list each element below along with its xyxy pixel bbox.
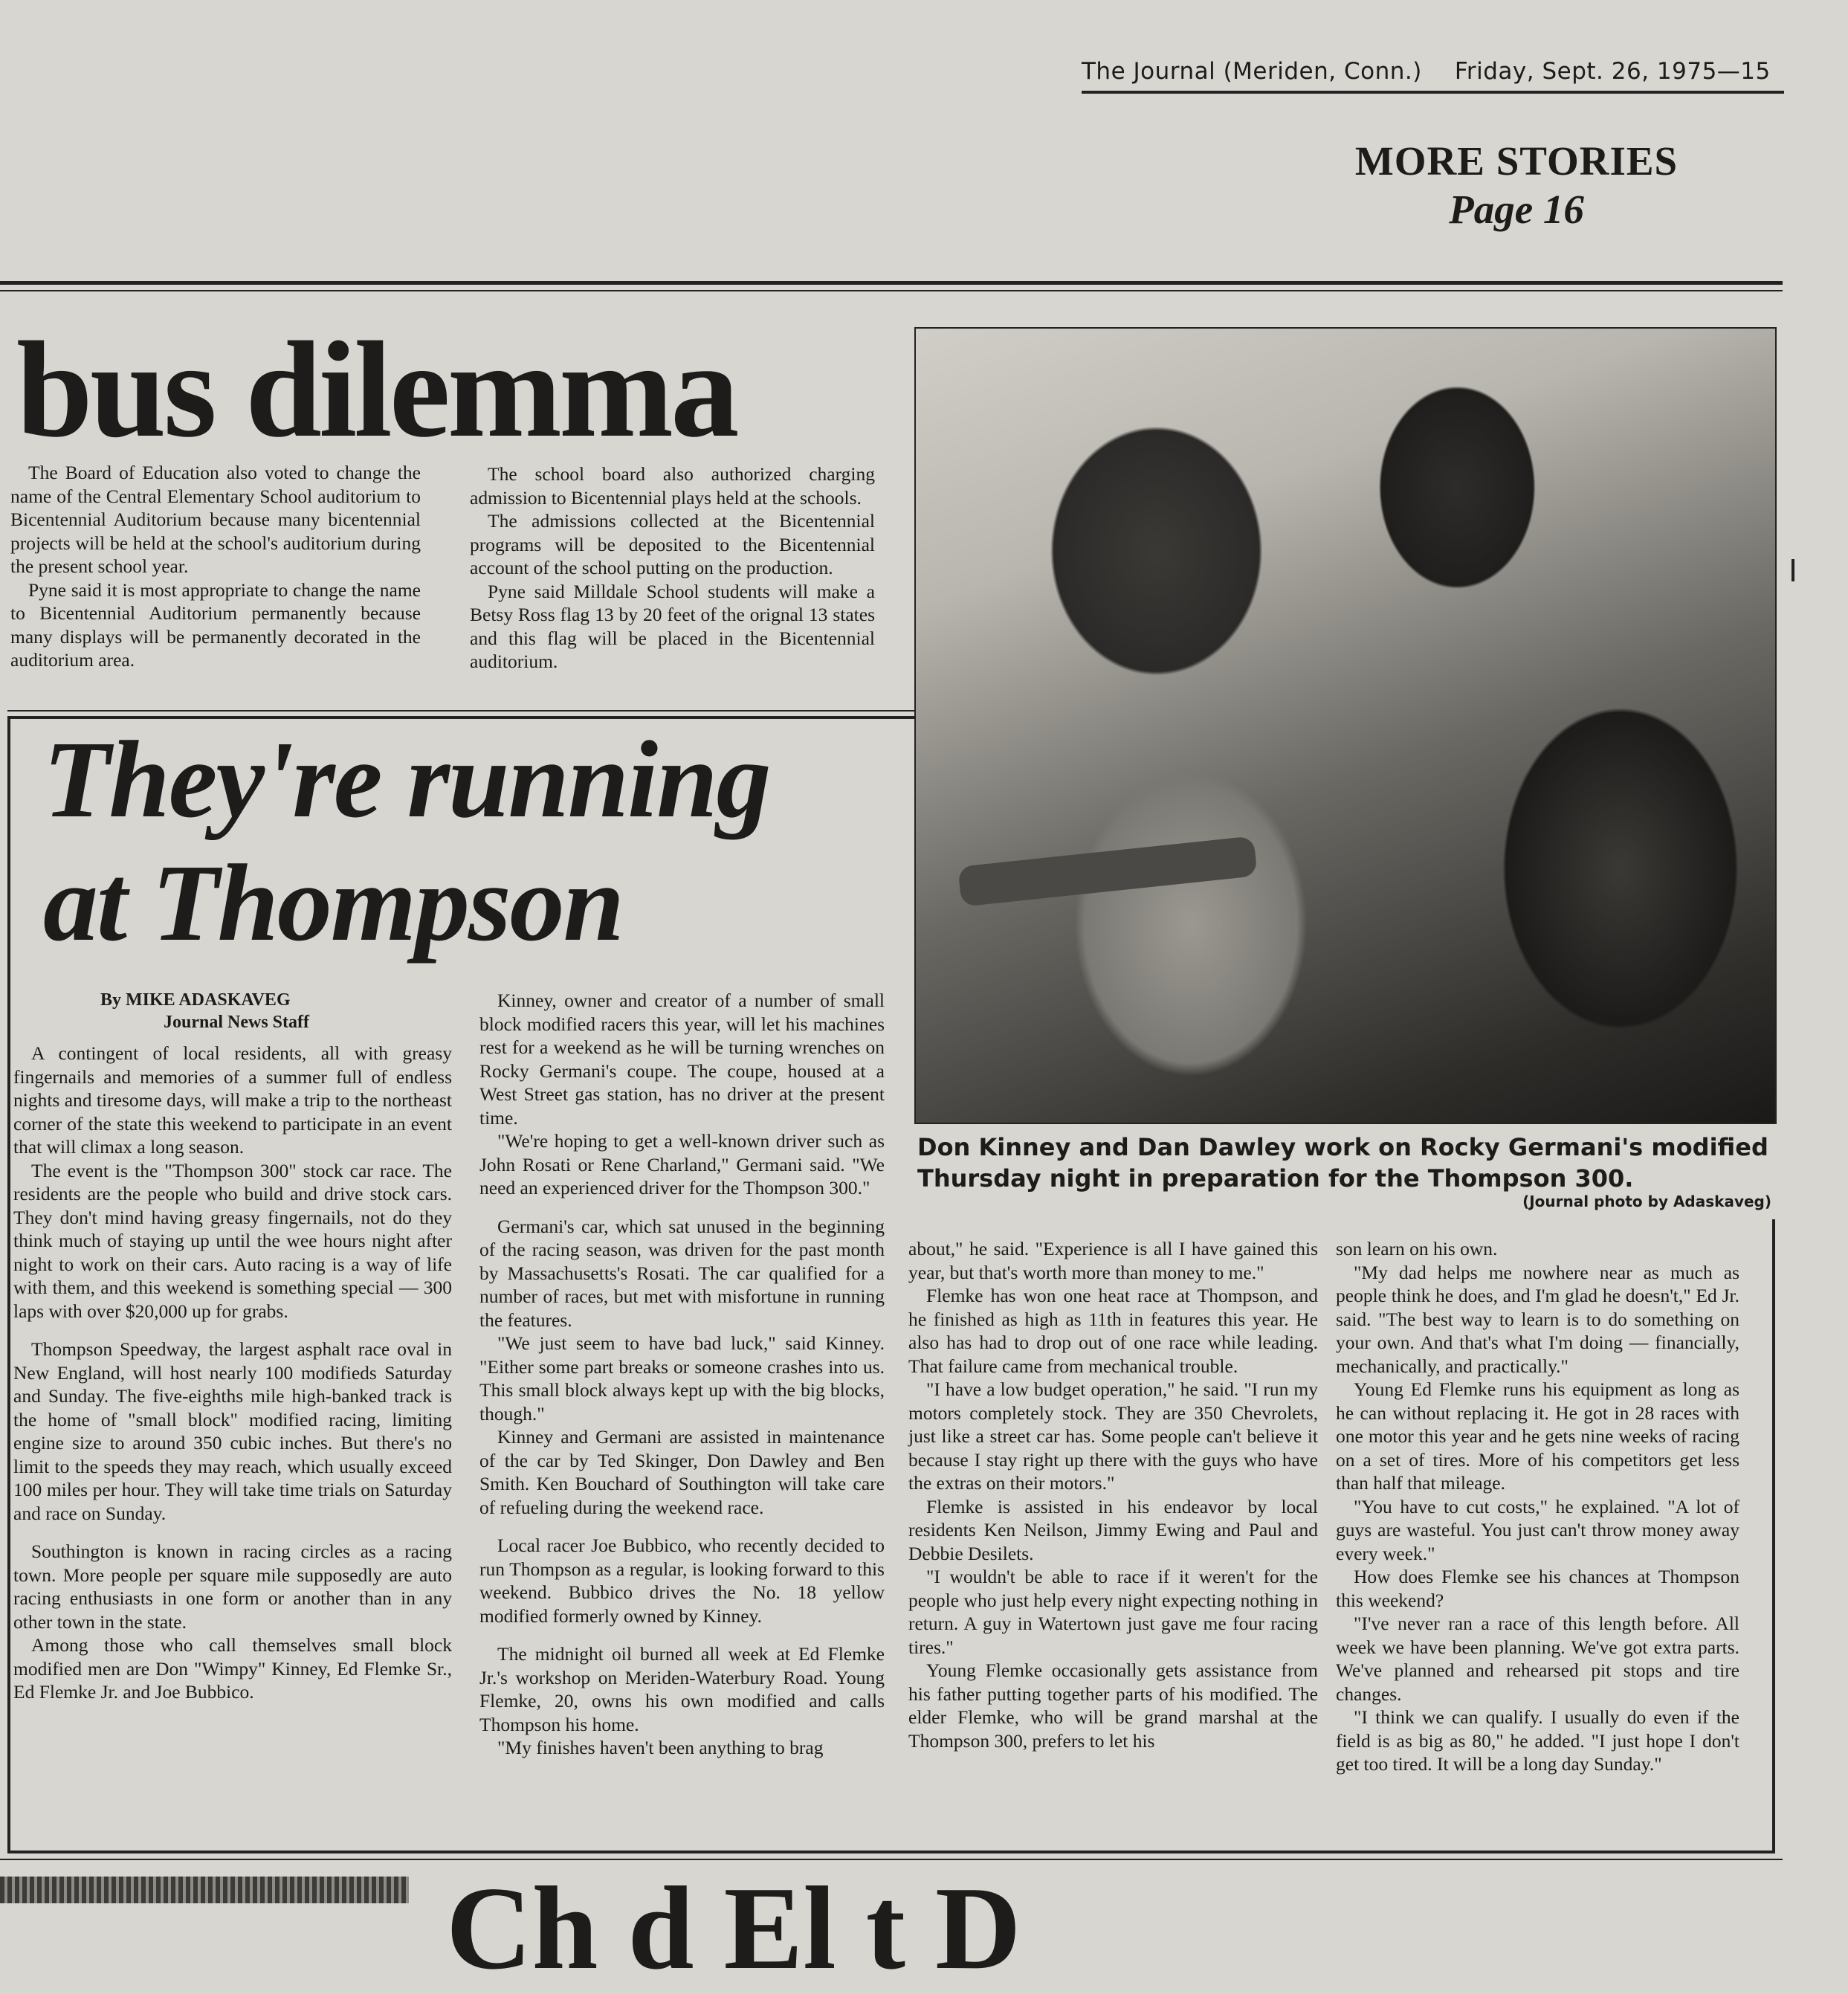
paragraph: Thompson Speedway, the largest asphalt race oval in New England, will host nearly 100 modifieds Saturday and Sunday. The five-eighths mile high-banked track is the home of "small block" modified racing, limiting engine size to around 350 cubic inches. But there's no limit to the speeds they may reach, which usually exceed 100 miles per hour. They will take time trials on Saturday and race on Sunday.: [13, 1338, 452, 1524]
paragraph: Kinney, owner and creator of a number of small block modified racers this year, will let his machines rest for a weekend as he will be turning wrenches on Rocky Germani's coupe. The coupe, housed at a West Street gas station, has no driver at the present time.: [479, 990, 885, 1129]
next-headline-text: Ch d El t D: [446, 1862, 1021, 1994]
photo-credit: (Journal photo by Adaskaveg): [1522, 1193, 1771, 1210]
more-stories-promo[interactable]: [1308, 138, 1725, 234]
headline-line-2: at Thompson: [43, 842, 623, 964]
paragraph: "We're hoping to get a well-known driver such as John Rosati or Rene Charland," Germani said. "We need an experienced driver for the Thompson 300.": [479, 1130, 885, 1198]
story-box-right: [1772, 1219, 1775, 1853]
paragraph: "I've never ran a race of this length before. All week we have been planning. We've got extra parts. We've planned and rehearsed pit stops and tire changes.: [1336, 1613, 1739, 1705]
paragraph: Flemke is assisted in his endeavor by local residents Ken Neilson, Jimmy Ewing and Paul and Debbie Desilets.: [908, 1495, 1318, 1564]
paragraph: How does Flemke see his chances at Thompson this weekend?: [1336, 1566, 1739, 1611]
race-column-4: [1336, 1237, 1739, 1776]
race-column-1: [13, 1042, 452, 1704]
top-rule: [0, 281, 1783, 285]
promo-title: MORE STORIES: [1354, 138, 1679, 184]
race-column-3: [908, 1237, 1318, 1752]
paragraph: about," he said. "Experience is all I have gained this year, but that's worth more than money to me.": [908, 1238, 1318, 1283]
paragraph: The midnight oil burned all week at Ed Flemke Jr.'s workshop on Meriden-Waterbury Road. Young Flemke, 20, owns his own modified and calls Thompson his home.: [479, 1643, 885, 1735]
story-box-bottom: [7, 1851, 1775, 1853]
paragraph: Young Ed Flemke runs his equipment as long as he can without replacing it. He got in 28 races with one motor this year and he gets nine weeks of racing on a set of tires. More of his competitors get less than half that mileage.: [1336, 1378, 1739, 1494]
paragraph: Flemke has won one heat race at Thompson, and he finished as high as 11th in features this year. He also has had to drop out of one race while leading. That failure came from mechanical trouble.: [908, 1285, 1318, 1377]
paragraph: "I wouldn't be able to race if it weren't for the people who just help every night expecting nothing in return. A guy in Watertown just gave me four racing tires.": [908, 1566, 1318, 1658]
bottom-photo-strip: [0, 1877, 409, 1903]
paragraph: Germani's car, which sat unused in the beginning of the racing season, was driven for the past month by Massachusetts's Rosati. The car qualified for a number of races, but met with misfortune in running the features.: [479, 1215, 885, 1331]
paragraph: "My dad helps me nowhere near as much as people think he does, and I'm glad he doesn't," Ed Jr. said. "The best way to learn is to do something on your own. And that's what I'm doing — financially, mechanically, and practically.": [1336, 1261, 1739, 1377]
headline-line-1: They're running: [43, 719, 770, 841]
top-rule-thin: [0, 290, 1783, 291]
issue-date: Friday, Sept. 26, 1975—15: [1454, 58, 1771, 85]
bus-story-rule: [7, 710, 914, 712]
paragraph: "I have a low budget operation," he said. "I run my motors completely stock. They are 350 Chevrolets, just like a street car has. Some people can't believe it because I stay right up there with the guys who have the extras on their motors.": [908, 1378, 1318, 1494]
race-car-photo: [914, 327, 1777, 1124]
paragraph: Local racer Joe Bubbico, who recently decided to run Thompson as a regular, is looking forward to this weekend. Bubbico drives the No. 18 yellow modified formerly owned by Kinney.: [479, 1535, 885, 1627]
bus-column-1: [10, 461, 421, 672]
story-box-left: [7, 716, 10, 1853]
paragraph: Kinney and Germani are assisted in maintenance of the car by Ted Skinger, Don Dawley and Ben Smith. Ken Bouchard of Southington will take care of refueling during the weekend race.: [479, 1426, 885, 1518]
masthead: [1082, 58, 1784, 94]
race-headline: [43, 718, 769, 965]
paragraph: "You have to cut costs," he explained. "A lot of guys are wasteful. You just can't throw money away every week.": [1336, 1495, 1739, 1564]
next-headline-fragment: [446, 1862, 1844, 1994]
story-box-bottom-thin: [0, 1859, 1783, 1860]
paper-name: The Journal (Meriden, Conn.): [1082, 58, 1422, 85]
paragraph: The event is the "Thompson 300" stock car race. The residents are the people who build and drive stock cars. They don't mind having greasy fingernails, not do they think much of staying up until the wee hours night after night to work on their cars. Auto racing is a way of life with them, and this weekend is something special — 300 laps with over $20,000 up for grabs.: [13, 1159, 452, 1322]
paragraph: The school board also authorized charging admission to Bicentennial plays held at the schools.: [470, 463, 875, 509]
race-column-2: [479, 989, 885, 1760]
paragraph: Among those who call themselves small block modified men are Don "Wimpy" Kinney, Ed Flemke Sr., Ed Flemke Jr. and Joe Bubbico.: [13, 1634, 452, 1703]
edge-mark: [1792, 559, 1794, 581]
bus-headline: bus dilemma: [16, 314, 737, 466]
paragraph: son learn on his own.: [1336, 1238, 1498, 1259]
paragraph: The Board of Education also voted to change the name of the Central Elementary School auditorium to Bicentennial Auditorium because many bicentennial projects will be held at the school's auditorium during the present school year.: [10, 462, 421, 577]
paragraph: Southington is known in racing circles as a racing town. More people per square mile supposedly are auto racing enthusiasts in one form or another than in any other town in the state.: [13, 1540, 452, 1633]
paragraph: "I think we can qualify. I usually do even if the field is as big as 80," he added. "I just hope I don't get too tired. It will be a long day Sunday.": [1336, 1706, 1739, 1775]
promo-page: Page 16: [1449, 187, 1584, 232]
paragraph: "My finishes haven't been anything to brag: [497, 1737, 824, 1758]
byline: [100, 989, 442, 1033]
paragraph: Pyne said Milldale School students will make a Betsy Ross flag 13 by 20 feet of the orignal 13 states and this flag will be placed in the Bicentennial auditorium.: [470, 580, 875, 672]
staff-label: Journal News Staff: [164, 1013, 309, 1032]
photo-caption: Don Kinney and Dan Dawley work on Rocky Germani's modified Thursday night in preparation for the Thompson 300.: [917, 1133, 1768, 1193]
paragraph: Young Flemke occasionally gets assistance from his father putting together parts of his modified. The elder Flemke, who will be grand marshal at the Thompson 300, prefers to let his: [908, 1659, 1318, 1752]
bus-column-2: [470, 462, 875, 674]
paragraph: Pyne said it is most appropriate to change the name to Bicentennial Auditorium permanently because many displays will be permanently decorated in the auditorium area.: [10, 578, 421, 671]
author: By MIKE ADASKAVEG: [100, 990, 291, 1010]
paragraph: A contingent of local residents, all with greasy fingernails and memories of a summer full of endless nights and tiresome days, will make a trip to the northeast corner of the state this weekend to participate in an event that will climax a long season.: [13, 1042, 452, 1158]
paragraph: The admissions collected at the Bicentennial programs will be deposited to the Bicentennial account of the school putting on the production.: [470, 510, 875, 578]
paragraph: "We just seem to have bad luck," said Kinney. "Either some part breaks or someone crashes into us. This small block always kept up with the big blocks, though.": [479, 1332, 885, 1424]
